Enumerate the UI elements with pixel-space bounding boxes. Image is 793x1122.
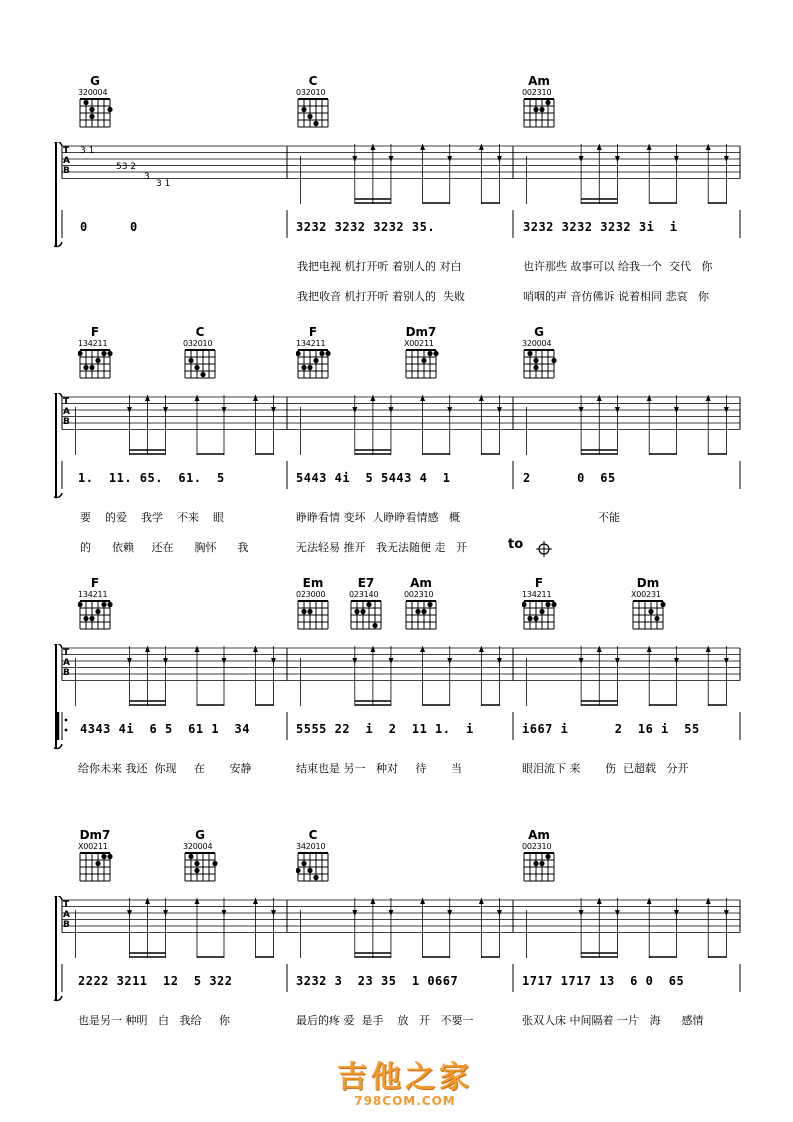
finger-dot (648, 609, 653, 614)
logo-main-text: 吉他之家 (337, 1060, 473, 1095)
chord-fingering: 002310 (404, 590, 434, 599)
jianpu-numbers: 5443 4i 5 5443 4 1 (296, 471, 451, 485)
chord-name: Dm (636, 576, 660, 590)
chord-grid (296, 851, 332, 885)
finger-dot (421, 358, 426, 363)
chord-name: C (308, 74, 318, 88)
strum-arrow (479, 898, 484, 904)
strum-arrow (706, 646, 711, 652)
chord-c (296, 74, 340, 131)
strum-arrow (420, 646, 425, 652)
chord-name: F (90, 576, 100, 590)
chord-fingering: 032010 (183, 339, 213, 348)
finger-dot (313, 358, 318, 363)
finger-dot (551, 602, 556, 607)
tab-clef-letter: B (63, 920, 70, 930)
jianpu-numbers: 1717 1717 13 6 0 65 (522, 974, 685, 988)
chord-grid (78, 851, 114, 885)
tab-clef-letter: A (63, 910, 70, 920)
chord-fingering: 032010 (296, 88, 326, 97)
finger-dot (101, 602, 106, 607)
finger-dot (188, 358, 193, 363)
strum-arrow (479, 646, 484, 652)
finger-dot (307, 365, 312, 370)
chord-name: G (534, 325, 544, 339)
finger-dot (433, 351, 438, 356)
coda-icon (536, 541, 552, 557)
chord-name: Dm7 (405, 325, 437, 339)
logo-sub-text: 798COM.COM (354, 1094, 456, 1108)
chord-e7 (349, 576, 393, 633)
tab-clef-letter: T (63, 648, 70, 658)
finger-dot (415, 609, 420, 614)
chord-fingering: 320004 (78, 88, 108, 97)
finger-dot (533, 365, 538, 370)
tab-clef-letter: B (63, 166, 70, 176)
finger-dot (354, 609, 359, 614)
jianpu-numbers: 3232 3 23 35 1 0667 (296, 974, 459, 988)
finger-dot (533, 107, 538, 112)
finger-dot (527, 616, 532, 621)
tab-clef-letter: A (63, 658, 70, 668)
chord-fingering: X00211 (404, 339, 434, 348)
finger-dot (533, 861, 538, 866)
finger-dot (539, 861, 544, 866)
strum-arrow (706, 144, 711, 150)
finger-dot (194, 868, 199, 873)
site-logo (330, 1052, 480, 1108)
strum-arrow (597, 646, 602, 652)
strum-arrow (420, 898, 425, 904)
tab-staff (0, 644, 793, 754)
chord-grid (522, 97, 558, 131)
finger-dot (83, 365, 88, 370)
finger-dot (522, 602, 527, 607)
chord-g (183, 828, 227, 885)
strum-arrow (370, 646, 375, 652)
lyrics-line-1: 也许那些 故事可以 给我一个 交代 你 (523, 260, 713, 273)
strum-arrow (420, 144, 425, 150)
finger-dot (427, 602, 432, 607)
finger-dot (319, 351, 324, 356)
finger-dot (78, 351, 83, 356)
tab-clef-letter: A (63, 407, 70, 417)
jianpu-numbers: 1. 11. 65. 61. 5 (78, 471, 225, 485)
jianpu-numbers: 2 0 65 (523, 471, 616, 485)
finger-dot (301, 107, 306, 112)
chord-grid (349, 599, 385, 633)
chord-em (296, 576, 340, 633)
chord-g (78, 74, 122, 131)
chord-grid (522, 599, 558, 633)
chord-fingering: 320004 (183, 842, 213, 851)
chord-name: G (90, 74, 100, 88)
strum-arrow (647, 144, 652, 150)
finger-dot (527, 351, 532, 356)
chord-fingering: 342010 (296, 842, 326, 851)
lyrics-line-1: 睁睁看情 变坏 人睁睁看情感 概 (296, 511, 460, 524)
chord-fingering: 134211 (78, 339, 108, 348)
intro-tab-fret-number: 3 (144, 172, 150, 182)
tab-clef-letter: A (63, 156, 70, 166)
finger-dot (360, 609, 365, 614)
tab-clef-letter: B (63, 668, 70, 678)
chord-f (522, 576, 566, 633)
finger-dot (95, 861, 100, 866)
finger-dot (212, 861, 217, 866)
finger-dot (539, 609, 544, 614)
finger-dot (107, 602, 112, 607)
strum-arrow (647, 898, 652, 904)
finger-dot (83, 100, 88, 105)
chord-name: Am (410, 576, 432, 590)
jianpu-numbers: i667 i 2 16 i 55 (522, 722, 700, 736)
finger-dot (107, 351, 112, 356)
finger-dot (89, 114, 94, 119)
chord-fingering: 134211 (296, 339, 326, 348)
jianpu-numbers: 5555 22 i 2 11 1. i (296, 722, 474, 736)
chord-fingering: X00231 (631, 590, 661, 599)
chord-am (522, 828, 566, 885)
tab-staff (0, 896, 793, 1006)
chord-name: F (90, 325, 100, 339)
strum-arrow (195, 395, 200, 401)
strum-arrow (706, 898, 711, 904)
chord-c (296, 828, 340, 885)
finger-dot (307, 609, 312, 614)
chord-fingering: 002310 (522, 842, 552, 851)
chord-dm7 (78, 828, 122, 885)
lyrics-line-1: 我把电视 机打开听 着别人的 对白 (297, 260, 462, 273)
strum-arrow (370, 898, 375, 904)
lyrics-line-2: 无法轻易 推开 我无法随便 走 开 (296, 541, 467, 554)
chord-grid (404, 599, 440, 633)
lyrics-line-2: 的 依赖 还在 胸怀 我 (80, 541, 249, 554)
tab-clef-letter: B (63, 417, 70, 427)
finger-dot (89, 107, 94, 112)
finger-dot (200, 372, 205, 377)
strum-arrow (597, 395, 602, 401)
chord-grid (631, 599, 667, 633)
finger-dot (654, 616, 659, 621)
chord-name: C (308, 828, 318, 842)
repeat-dot (65, 729, 68, 732)
chord-name: Dm7 (79, 828, 111, 842)
chord-f (78, 576, 122, 633)
chord-name: F (308, 325, 318, 339)
tab-clef-letter: T (63, 397, 70, 407)
finger-dot (194, 365, 199, 370)
strum-arrow (706, 395, 711, 401)
intro-tab-fret-number: 3 1 (156, 179, 171, 189)
jianpu-numbers: 4343 4i 6 5 61 1 34 (80, 722, 250, 736)
strum-arrow (370, 395, 375, 401)
finger-dot (366, 602, 371, 607)
chord-fingering: 023000 (296, 590, 326, 599)
chord-name: Em (302, 576, 324, 590)
strum-arrow (647, 646, 652, 652)
chord-grid (296, 348, 332, 382)
strum-arrow (253, 395, 258, 401)
intro-tab-fret-number: 53 2 (116, 162, 137, 172)
jianpu-numbers: 2222 3211 12 5 322 (78, 974, 233, 988)
finger-dot (301, 861, 306, 866)
strum-arrow (195, 646, 200, 652)
coda-to-label: to (508, 537, 524, 552)
finger-dot (83, 616, 88, 621)
lyrics-line-1: 最后的疼 爱 是手 放 开 不要一 (296, 1014, 474, 1027)
finger-dot (545, 602, 550, 607)
finger-dot (95, 358, 100, 363)
jianpu-numbers: 3232 3232 3232 3i i (523, 220, 678, 234)
intro-tab-fret-number: 3 1 (80, 146, 95, 156)
chord-am (522, 74, 566, 131)
chord-dm7 (404, 325, 448, 382)
finger-dot (89, 365, 94, 370)
jianpu-numbers: 0 (80, 220, 88, 234)
chord-am (404, 576, 448, 633)
lyrics-line-2: 我把收音 机打开听 着别人的 失败 (297, 290, 465, 303)
chord-c (183, 325, 227, 382)
chord-name: Am (528, 828, 550, 842)
chord-grid (78, 599, 114, 633)
finger-dot (301, 365, 306, 370)
chord-fingering: 134211 (522, 590, 552, 599)
finger-dot (89, 616, 94, 621)
finger-dot (188, 854, 193, 859)
chord-grid (183, 348, 219, 382)
jianpu-numbers: 0 (130, 220, 138, 234)
chord-grid (296, 97, 332, 131)
finger-dot (307, 114, 312, 119)
repeat-dot (65, 719, 68, 722)
chord-dm (631, 576, 675, 633)
lyrics-line-1: 也是另一 种明 白 我给 你 (78, 1014, 230, 1027)
finger-dot (533, 616, 538, 621)
strum-arrow (479, 395, 484, 401)
strum-arrow (597, 898, 602, 904)
finger-dot (545, 100, 550, 105)
finger-dot (194, 861, 199, 866)
finger-dot (421, 609, 426, 614)
chord-grid (522, 851, 558, 885)
chord-fingering: 023140 (349, 590, 379, 599)
finger-dot (313, 121, 318, 126)
chord-grid (78, 97, 114, 131)
chord-fingering: 002310 (522, 88, 552, 97)
chord-grid (296, 599, 332, 633)
lyrics-line-1: 眼泪流下 来 伤 已超载 分开 (522, 762, 689, 775)
finger-dot (107, 107, 112, 112)
lyrics-line-1: 张双人床 中间隔着 一片 海 感情 (522, 1014, 704, 1027)
strum-arrow (145, 898, 150, 904)
strum-arrow (420, 395, 425, 401)
chord-fingering: 320004 (522, 339, 552, 348)
finger-dot (427, 351, 432, 356)
chord-name: C (195, 325, 205, 339)
chord-fingering: X00211 (78, 842, 108, 851)
lyrics-line-1: 给你未来 我还 你现 在 安静 (78, 762, 252, 775)
chord-grid (404, 348, 440, 382)
strum-arrow (370, 144, 375, 150)
strum-arrow (597, 144, 602, 150)
finger-dot (301, 609, 306, 614)
finger-dot (296, 351, 301, 356)
finger-dot (107, 854, 112, 859)
strum-arrow (253, 646, 258, 652)
finger-dot (372, 623, 377, 628)
finger-dot (533, 358, 538, 363)
tab-staff (0, 393, 793, 503)
strum-arrow (647, 395, 652, 401)
chord-grid (183, 851, 219, 885)
strum-arrow (145, 395, 150, 401)
chord-g (522, 325, 566, 382)
lyrics-line-1: 不能 (598, 511, 620, 524)
finger-dot (325, 351, 330, 356)
finger-dot (545, 854, 550, 859)
finger-dot (313, 875, 318, 880)
chord-f (296, 325, 340, 382)
chord-fingering: 134211 (78, 590, 108, 599)
chord-name: E7 (357, 576, 375, 590)
chord-name: Am (528, 74, 550, 88)
finger-dot (307, 868, 312, 873)
chord-f (78, 325, 122, 382)
strum-arrow (253, 898, 258, 904)
finger-dot (101, 854, 106, 859)
strum-arrow (145, 646, 150, 652)
tab-staff (0, 142, 793, 252)
finger-dot (660, 602, 665, 607)
finger-dot (296, 868, 301, 873)
strum-arrow (479, 144, 484, 150)
finger-dot (78, 602, 83, 607)
lyrics-line-2: 哨咽的声 音仿佛诉 说着相同 悲哀 你 (523, 290, 709, 303)
tab-clef-letter: T (63, 900, 70, 910)
finger-dot (95, 609, 100, 614)
lyrics-line-1: 要 的爱 我学 不来 眼 (80, 511, 224, 524)
chord-grid (78, 348, 114, 382)
lyrics-line-1: 结束也是 另一 种对 待 当 (296, 762, 462, 775)
jianpu-numbers: 3232 3232 3232 35. (296, 220, 436, 234)
finger-dot (551, 358, 556, 363)
chord-name: F (534, 576, 544, 590)
finger-dot (539, 107, 544, 112)
chord-grid (522, 348, 558, 382)
strum-arrow (195, 898, 200, 904)
tab-clef-letter: T (63, 146, 70, 156)
chord-name: G (195, 828, 205, 842)
finger-dot (101, 351, 106, 356)
